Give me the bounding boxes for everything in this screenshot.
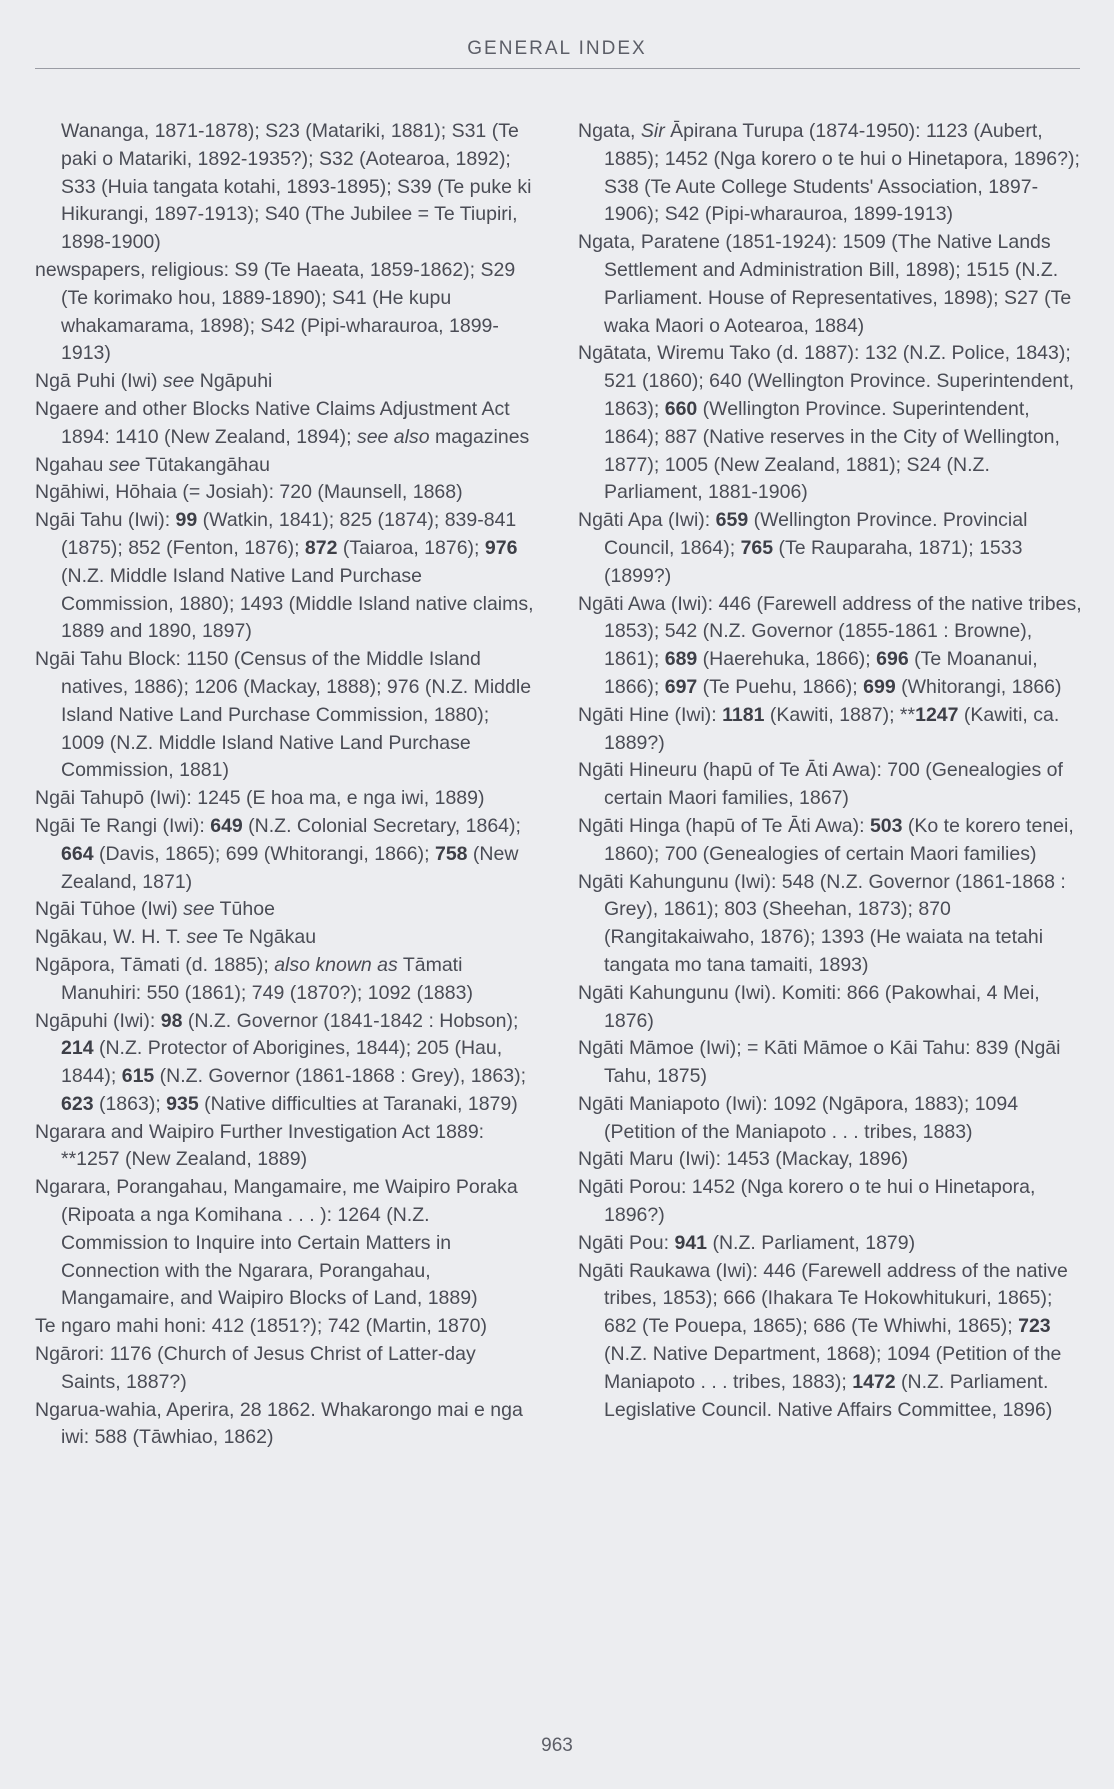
index-entry: Ngāti Hinga (hapū of Te Āti Awa): 503 (Ko te korero tenei, 1860); 700 (Genealogies of certain Maori families) <box>578 814 1074 865</box>
index-entry: Ngaere and other Blocks Native Claims Adjustment Act 1894: 1410 (New Zealand, 1894); see also magazines <box>35 397 530 448</box>
index-entry: Ngahau see Tūtakangāhau <box>35 453 270 476</box>
index-entry: Ngāti Kahungunu (Iwi). Komiti: 866 (Pakowhai, 4 Mei, 1876) <box>578 981 1040 1032</box>
index-entry: Ngāti Maru (Iwi): 1453 (Mackay, 1896) <box>578 1148 909 1171</box>
index-entry: Wananga, 1871-1878); S23 (Matariki, 1881); S31 (Te paki o Matariki, 1892-1935?); S32 (Aotearoa, 1892); S33 (Huia tangata kotahi, 1893-1895); S39 (Te puke ki Hikurangi, 1897-1913); S40 (The Jubilee = Te Tiupiri, 1898-1900) <box>61 120 532 254</box>
index-entry: Ngāi Tahu Block: 1150 (Census of the Middle Island natives, 1886); 1206 (Mackay, 1888); 976 (N.Z. Middle Island Native Land Purchase Commission, 1880); 1009 (N.Z. Middle Island Native Land Purchase Commission, 1881) <box>35 648 532 782</box>
index-entry: Ngāti Kahungunu (Iwi): 548 (N.Z. Governor (1861-1868 : Grey), 1861); 803 (Sheehan, 1873); 870 (Rangitakaiwaho, 1876); 1393 (He waiata na tetahi tangata mo tana tamaiti, 1893) <box>578 870 1066 976</box>
index-entry: Ngarara, Porangahau, Mangamaire, me Waipiro Poraka (Ripoata a nga Komihana . . . ): 1264 (N.Z. Commission to Inquire into Certain Matters in Connection with the Ngarara, Porangahau, Mangamaire, and Waipiro Blocks of Land, 1889) <box>35 1176 518 1310</box>
index-entry: Ngāti Maniapoto (Iwi): 1092 (Ngāpora, 1883); 1094 (Petition of the Maniapoto . . . tribes, 1883) <box>578 1092 1019 1143</box>
index-entry: Ngāpuhi (Iwi): 98 (N.Z. Governor (1841-1842 : Hobson); 214 (N.Z. Protector of Aborigines, 1844); 205 (Hau, 1844); 615 (N.Z. Governor (1861-1868 : Grey), 1863); 623 (1863); 935 (Native difficulties at Taranaki, 1879) <box>35 1009 527 1115</box>
index-entry: Ngarara and Waipiro Further Investigation Act 1889: **1257 (New Zealand, 1889) <box>35 1120 485 1171</box>
index-entry: Ngata, Paratene (1851-1924): 1509 (The Native Lands Settlement and Administration Bill, 1898); 1515 (N.Z. Parliament. House of Representatives, 1898); S27 (Te waka Maori o Aotearoa, 1884) <box>578 231 1072 337</box>
index-entry: Ngāti Māmoe (Iwi); = Kāti Māmoe o Kāi Tahu: 839 (Ngāi Tahu, 1875) <box>578 1037 1061 1088</box>
index-entry: Ngāti Apa (Iwi): 659 (Wellington Province. Provincial Council, 1864); 765 (Te Rauparaha, 1871); 1533 (1899?) <box>578 509 1028 587</box>
header-rule <box>35 68 1080 69</box>
index-entry: Ngāti Porou: 1452 (Nga korero o te hui o Hinetapora, 1896?) <box>578 1176 1036 1227</box>
index-entry: Ngāti Awa (Iwi): 446 (Farewell address of the native tribes, 1853); 542 (N.Z. Governor (1855-1861 : Browne), 1861); 689 (Haerehuka, 1866); 696 (Te Moananui, 1866); 697 (Te Puehu, 1866); 699 (Whitorangi, 1866) <box>578 592 1082 698</box>
index-entry: Ngākau, W. H. T. see Te Ngākau <box>35 926 317 949</box>
index-entry: Ngāti Hine (Iwi): 1181 (Kawiti, 1887); **1247 (Kawiti, ca. 1889?) <box>578 703 1060 754</box>
index-entry: newspapers, religious: S9 (Te Haeata, 1859-1862); S29 (Te korimako hou, 1889-1890); S41 (He kupu whakamarama, 1898); S42 (Pipi-wharauroa, 1899-1913) <box>35 258 516 365</box>
index-entry: Ngāi Tahupō (Iwi): 1245 (E hoa ma, e nga iwi, 1889) <box>35 787 485 810</box>
index-entry: Ngāpora, Tāmati (d. 1885); also known as Tāmati Manuhiri: 550 (1861); 749 (1870?); 1092 (1883) <box>35 953 473 1004</box>
index-entry: Ngāi Tahu (Iwi): 99 (Watkin, 1841); 825 (1874); 839-841 (1875); 852 (Fenton, 1876); 872 (Taiaroa, 1876); 976 (N.Z. Middle Island Native Land Purchase Commission, 1880); 1493 (Middle Island native claims, 1889 and 1890, 1897) <box>35 509 534 643</box>
index-entry: Ngāhiwi, Hōhaia (= Josiah): 720 (Maunsell, 1868) <box>35 481 463 504</box>
index-entry: Ngarua-wahia, Aperira, 28 1862. Whakarongo mai e nga iwi: 588 (Tāwhiao, 1862) <box>35 1398 523 1449</box>
running-header: GENERAL INDEX <box>467 38 647 59</box>
index-entry: Ngata, Sir Āpirana Turupa (1874-1950): 1123 (Aubert, 1885); 1452 (Nga korero o te hui o Hinetapora, 1896?); S38 (Te Aute College Students' Association, 1897-1906); S42 (Pipi-wharauroa, 1899-1913) <box>578 120 1080 226</box>
index-entry: Ngārori: 1176 (Church of Jesus Christ of Latter-day Saints, 1887?) <box>35 1343 476 1393</box>
index-entry: Ngāti Hineuru (hapū of Te Āti Awa): 700 (Genealogies of certain Maori families, 1867) <box>578 759 1063 810</box>
index-entry: Te ngaro mahi honi: 412 (1851?); 742 (Martin, 1870) <box>35 1315 488 1338</box>
index-entry: Ngāi Te Rangi (Iwi): 649 (N.Z. Colonial Secretary, 1864); 664 (Davis, 1865); 699 (Whitorangi, 1866); 758 (New Zealand, 1871) <box>35 814 521 893</box>
index-entry: Ngātata, Wiremu Tako (d. 1887): 132 (N.Z. Police, 1843); 521 (1860); 640 (Wellington Province. Superintendent, 1863); 660 (Wellington Province. Superintendent, 1864); 887 (Native reserves in the City of Wellington, 1877); 1005 (New Zealand, 1881); S24 (N.Z. Parliament, 1881-1906) <box>578 342 1075 504</box>
index-entry: Ngāti Pou: 941 (N.Z. Parliament, 1879) <box>578 1231 916 1254</box>
right-column <box>578 118 1083 1424</box>
index-entry: Ngā Puhi (Iwi) see Ngāpuhi <box>35 370 273 393</box>
page-number: 963 <box>541 1735 573 1756</box>
index-entry: Ngāti Raukawa (Iwi): 446 (Farewell address of the native tribes, 1853); 666 (Ihakara Te Hokowhitukuri, 1865); 682 (Te Pouepa, 1865); 686 (Te Whiwhi, 1865); 723 (N.Z. Native Department, 1868); 1094 (Petition of the Maniapoto . . . tribes, 1883); 1472 (N.Z. Parliament. Legislative Council. Native Affairs Committee, 1896) <box>578 1259 1068 1421</box>
index-entry: Ngāi Tūhoe (Iwi) see Tūhoe <box>35 898 275 921</box>
left-column <box>35 118 535 1452</box>
